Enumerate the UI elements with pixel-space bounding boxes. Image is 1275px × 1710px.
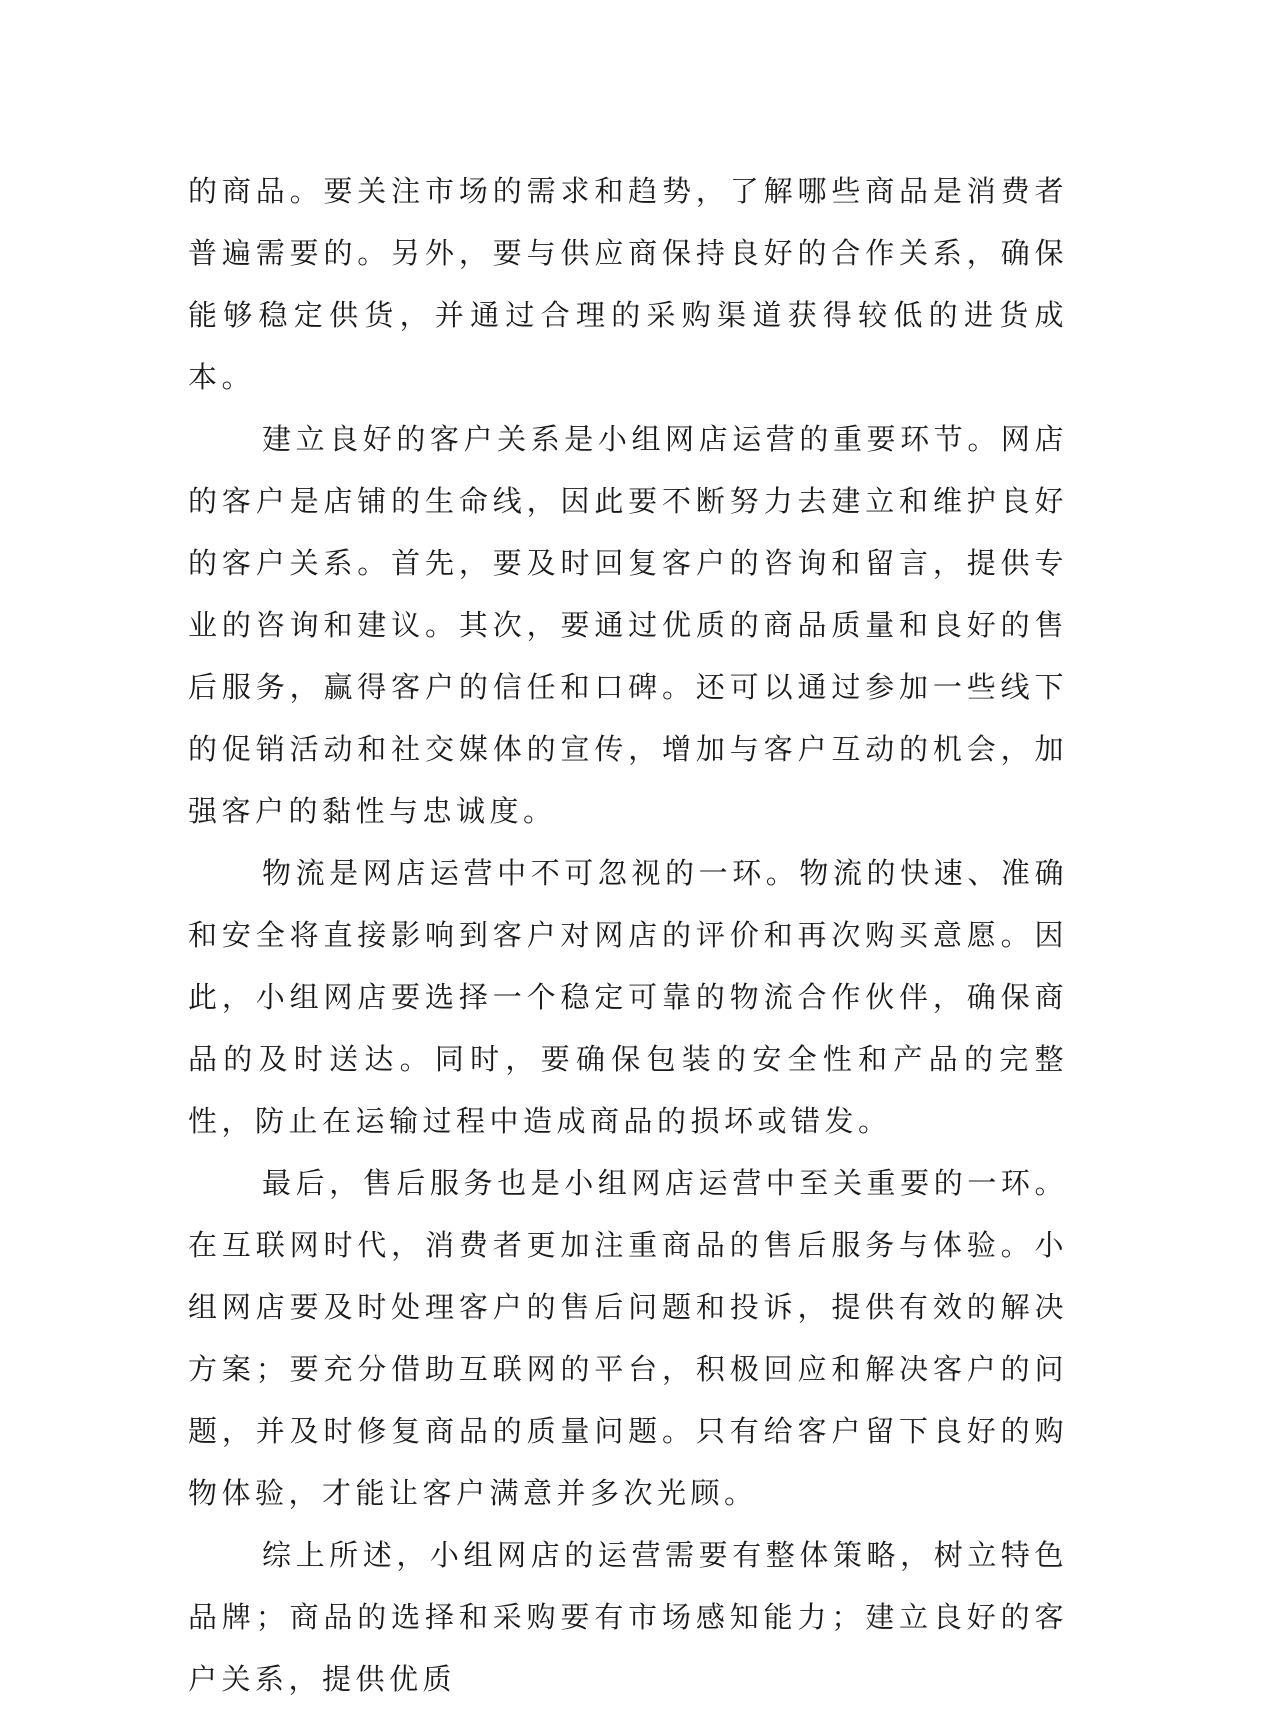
paragraph-4: 最后，售后服务也是小组网店运营中至关重要的一环。在互联网时代，消费者更加注重商品的售后服务与体验。小组网店要及时处理客户的售后问题和投诉，提供有效的解决方案；要充分借助互联网的平台，积极回应和解决客户的问题，并及时修复商品的质量问题。只有给客户留下良好的购物体验，才能让客户满意并多次光顾。	[188, 1166, 1068, 1510]
paragraph-3: 物流是网店运营中不可忽视的一环。物流的快速、准确和安全将直接影响到客户对网店的评价和再次购买意愿。因此，小组网店要选择一个稳定可靠的物流合作伙伴，确保商品的及时送达。同时，要确保包装的安全性和产品的完整性，防止在运输过程中造成商品的损坏或错发。	[188, 856, 1068, 1138]
paragraph-2: 建立良好的客户关系是小组网店运营的重要环节。网店的客户是店铺的生命线，因此要不断努力去建立和维护良好的客户关系。首先，要及时回复客户的咨询和留言，提供专业的咨询和建议。其次，要通过优质的商品质量和良好的售后服务，赢得客户的信任和口碑。还可以通过参加一些线下的促销活动和社交媒体的宣传，增加与客户互动的机会，加强客户的黏性与忠诚度。	[188, 422, 1068, 828]
paragraph-1: 的商品。要关注市场的需求和趋势，了解哪些商品是消费者普遍需要的。另外，要与供应商保持良好的合作关系，确保能够稳定供货，并通过合理的采购渠道获得较低的进货成本。	[188, 174, 1068, 394]
paragraph-5: 综上所述，小组网店的运营需要有整体策略，树立特色品牌；商品的选择和采购要有市场感知能力；建立良好的客户关系，提供优质	[188, 1538, 1068, 1696]
document-body	[188, 160, 1068, 1710]
